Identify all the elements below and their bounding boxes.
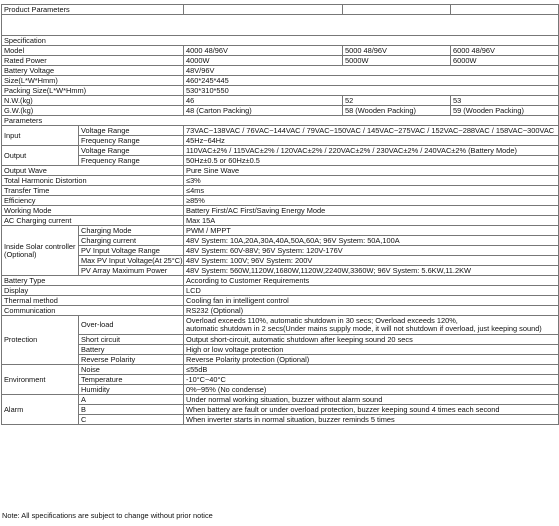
param-sublabel: Max PV Input Voltage(At 25°C) [79,256,184,266]
empty-cell [451,5,559,15]
spec-label: G.W.(kg) [2,106,184,116]
param-sublabel: Frequency Range [79,156,184,166]
header-spacer-row [2,15,559,36]
input-label: Input [2,126,79,146]
environment-row [2,385,559,395]
spec-row-model [2,46,559,56]
param-label: Total Harmonic Distortion [2,176,184,186]
general-row [2,306,559,316]
param-value: High or low voltage protection [184,345,559,355]
param-value: 45Hz~64Hz [184,136,559,146]
solar-row [2,226,559,236]
param-value: -10°C~40°C [184,375,559,385]
spec-value: 48 (Carton Packing) [184,106,343,116]
param-sublabel: Reverse Polarity [79,355,184,365]
footnote: Note: All specifications are subject to change without prior notice [2,511,213,520]
protection-overload-row [2,316,559,335]
param-sublabel: PV Input Voltage Range [79,246,184,256]
general-row [2,196,559,206]
param-value: When battery are fault or under overload protection, buzzer keeping sound 4 times each second [184,405,559,415]
param-sublabel: Frequency Range [79,136,184,146]
param-label: Output Wave [2,166,184,176]
general-row [2,296,559,306]
param-sublabel: Over-load [79,316,184,335]
param-sublabel: Voltage Range [79,146,184,156]
spec-label: Packing Size(L*W*Hmm) [2,86,184,96]
protection-label: Protection [2,316,79,365]
param-label: Efficiency [2,196,184,206]
param-value [184,316,559,335]
input-frequency-row [2,136,559,146]
param-sublabel: PV Array Maximum Power [79,266,184,276]
param-label: Transfer Time [2,186,184,196]
param-value: RS232 (Optional) [184,306,559,316]
param-value: Battery First/AC First/Saving Energy Mode [184,206,559,216]
param-sublabel: Voltage Range [79,126,184,136]
spec-value: 530*310*550 [184,86,559,96]
solar-row [2,236,559,246]
param-sublabel: Noise [79,365,184,375]
general-row [2,216,559,226]
output-frequency-row [2,156,559,166]
spec-value: 6000 48/96V [451,46,559,56]
empty-cell [2,15,559,36]
param-value: 0%~95% (No condense) [184,385,559,395]
product-parameters-sheet [1,4,558,425]
param-value: PWM / MPPT [184,226,559,236]
param-sublabel: Charging current [79,236,184,246]
param-value: According to Customer Requirements [184,276,559,286]
empty-cell [184,5,343,15]
output-voltage-row [2,146,559,156]
param-label: AC Charging current [2,216,184,226]
general-row [2,276,559,286]
protection-row [2,335,559,345]
specification-heading: Specification [2,36,559,46]
param-value: 48V System: 100V; 96V System: 200V [184,256,559,266]
param-label: Communication [2,306,184,316]
spec-label: N.W.(kg) [2,96,184,106]
param-value: ≤4ms [184,186,559,196]
param-value: 48V System: 10A,20A,30A,40A,50A,60A; 96V System: 50A,100A [184,236,559,246]
spec-value: 53 [451,96,559,106]
empty-cell [343,5,451,15]
param-value: Under normal working situation, buzzer without alarm sound [184,395,559,405]
param-sublabel: Battery [79,345,184,355]
param-value: When inverter starts in normal situation, buzzer reminds 5 times [184,415,559,425]
alarm-label: Alarm [2,395,79,425]
environment-label: Environment [2,365,79,395]
param-value: LCD [184,286,559,296]
product-parameters-header [2,5,559,15]
alarm-row [2,415,559,425]
general-row [2,206,559,216]
spec-row-rated-power [2,56,559,66]
param-label: Display [2,286,184,296]
parameters-row [2,116,559,126]
specification-row [2,36,559,46]
solar-row [2,246,559,256]
protection-row [2,345,559,355]
param-value: 48V System: 560W,1120W,1680W,1120W,2240W,3360W; 96V System: 5.6KW,11.2KW [184,266,559,276]
product-parameters-title: Product Parameters [2,5,184,15]
param-value: Output short-circuit, automatic shutdown after keeping sound 20 secs [184,335,559,345]
spec-row-net-weight [2,96,559,106]
spec-value: 460*245*445 [184,76,559,86]
environment-row [2,375,559,385]
spec-value: 5000 48/96V [343,46,451,56]
spec-label: Rated Power [2,56,184,66]
param-sublabel: C [79,415,184,425]
param-value: ≥85% [184,196,559,206]
param-label: Battery Type [2,276,184,286]
param-value: Cooling fan in intelligent control [184,296,559,306]
input-voltage-row [2,126,559,136]
solar-controller-label: Inside Solar controller (Optional) [2,226,79,276]
spec-value: 59 (Wooden Packing) [451,106,559,116]
param-sublabel: A [79,395,184,405]
overload-line-2: automatic shutdown in 2 secs(Under mains supply mode, it will not shutdown if overload, just keeping sound) [186,324,542,333]
param-sublabel: Charging Mode [79,226,184,236]
param-value: Max 15A [184,216,559,226]
param-value: ≤55dB [184,365,559,375]
general-row [2,166,559,176]
param-sublabel: Short circuit [79,335,184,345]
param-value: Reverse Polarity protection (Optional) [184,355,559,365]
general-row [2,176,559,186]
spec-value: 6000W [451,56,559,66]
spec-value: 4000W [184,56,343,66]
alarm-row [2,405,559,415]
spec-label: Model [2,46,184,56]
alarm-row [2,395,559,405]
spec-value: 52 [343,96,451,106]
spec-row-size [2,76,559,86]
overload-line-1: Overload exceeds 110%, automatic shutdown in 30 secs; Overload exceeds 120%, [186,316,458,325]
param-value: 50Hz±0.5 or 60Hz±0.5 [184,156,559,166]
param-value: 73VAC~138VAC / 76VAC~144VAC / 79VAC~150VAC / 145VAC~275VAC / 152VAC~288VAC / 158VAC~300VAC [184,126,559,136]
parameters-table [1,4,559,425]
spec-value: 5000W [343,56,451,66]
spec-value: 58 (Wooden Packing) [343,106,451,116]
spec-value: 46 [184,96,343,106]
solar-row [2,256,559,266]
param-sublabel: Temperature [79,375,184,385]
general-row [2,186,559,196]
output-label: Output [2,146,79,166]
spec-row-packing-size [2,86,559,96]
param-label: Thermal method [2,296,184,306]
spec-value: 48V/96V [184,66,559,76]
spec-label: Battery Voltage [2,66,184,76]
environment-row [2,365,559,375]
spec-row-gross-weight [2,106,559,116]
protection-row [2,355,559,365]
param-label: Working Mode [2,206,184,216]
solar-row [2,266,559,276]
spec-value: 4000 48/96V [184,46,343,56]
param-value: 48V System: 60V-88V; 96V System: 120V-176V [184,246,559,256]
general-row [2,286,559,296]
spec-row-battery-voltage [2,66,559,76]
param-value: Pure Sine Wave [184,166,559,176]
parameters-heading: Parameters [2,116,559,126]
param-sublabel: B [79,405,184,415]
param-sublabel: Humidity [79,385,184,395]
spec-label: Size(L*W*Hmm) [2,76,184,86]
param-value: 110VAC±2% / 115VAC±2% / 120VAC±2% / 220VAC±2% / 230VAC±2% / 240VAC±2% (Battery Mode) [184,146,559,156]
param-value: ≤3% [184,176,559,186]
